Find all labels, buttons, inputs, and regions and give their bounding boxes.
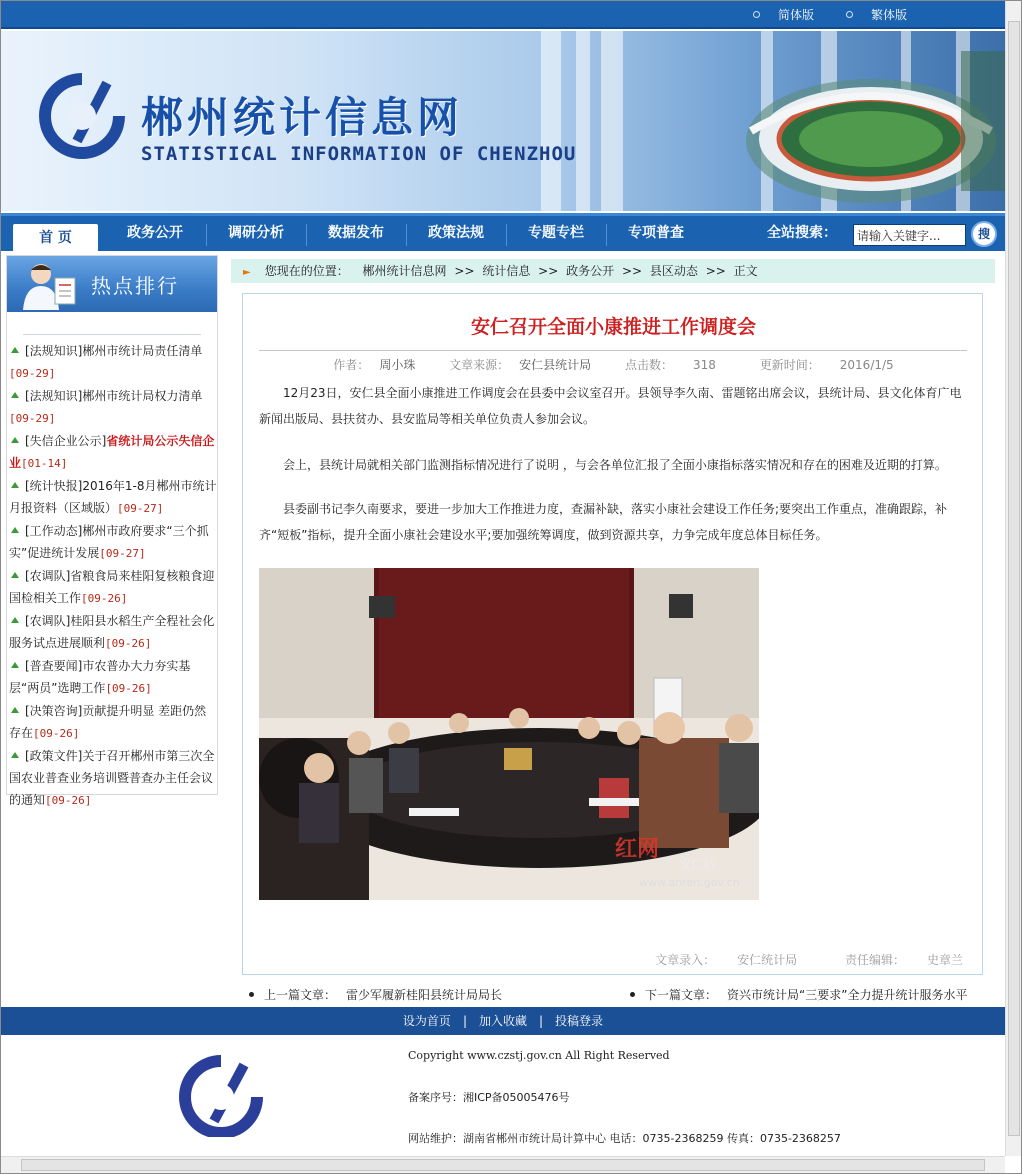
site-logo-icon [37, 71, 127, 161]
breadcrumb: ► 您现在的位置： 郴州统计信息网 >> 统计信息 >> 政务公开 >> 县区动态 >> 正文 [231, 259, 995, 283]
breadcrumb-item[interactable]: 郴州统计信息网 [362, 264, 447, 278]
triangle-bullet-icon [11, 617, 19, 623]
submit-login-link[interactable]: 投稿登录 [555, 1014, 604, 1028]
hot-ranking-panel [6, 255, 218, 807]
article-title: 安仁召开全面小康推进工作调度会 [470, 316, 756, 338]
photo-url: www.anren.gov.cn [639, 876, 740, 889]
hot-ranking-header [7, 256, 217, 312]
set-homepage-link[interactable]: 设为首页 [402, 1014, 451, 1028]
breadcrumb-item[interactable]: 政务公开 [566, 264, 615, 278]
nav-research[interactable]: 调研分析 [228, 225, 284, 241]
simplified-link[interactable] [753, 6, 814, 23]
breadcrumb-item[interactable]: 统计信息 [482, 264, 531, 278]
photo-watermark: 红网 [615, 837, 660, 862]
hot-item[interactable]: [法规知识]郴州市统计局权力清单 [09-29] [9, 389, 203, 425]
nav-policy[interactable]: 政策法规 [428, 225, 484, 241]
hot-item[interactable]: [农调队]桂阳县水稻生产全程社会化服务试点进展顺利[09-26] [9, 614, 215, 650]
bullet-icon [630, 992, 635, 997]
triangle-bullet-icon [11, 482, 19, 488]
search-label: 全站搜索： [767, 225, 837, 241]
triangle-bullet-icon [11, 572, 19, 578]
hot-item[interactable]: [统计快报]2016年1-8月郴州市统计月报资料（区域版）[09-27] [9, 479, 217, 515]
horizontal-scrollbar[interactable] [1, 1156, 1005, 1173]
next-article[interactable]: 下一篇文章： 资兴市统计局“三要求”全力提升统计服务水平 [630, 986, 967, 1003]
triangle-bullet-icon [11, 437, 19, 443]
update-time: 2016/1/5 [839, 358, 894, 372]
circle-bullet-icon [846, 11, 853, 18]
hot-item[interactable]: [法规知识]郴州市统计局责任清单 [09-29] [9, 344, 203, 380]
meeting-photo-image [259, 568, 759, 900]
article-paragraph: 12月23日，安仁县全面小康推进工作调度会在县委中会议室召开。县领导李久南、雷题铭出席会议，县统计局、县文化体育广电新闻出版局、县扶贫办、县安监局等相关单位负责人参加会议。 [259, 386, 962, 426]
simplified-label: 简体版 [778, 8, 815, 22]
article-box [242, 293, 983, 975]
hot-item[interactable]: [失信企业公示]省统计局公示失信企业[01-14] [9, 434, 215, 470]
footer-logo-icon [176, 1055, 266, 1137]
hot-item[interactable]: [工作动态]郴州市政府要求“三个抓实”促进统计发展[09-27] [9, 524, 209, 560]
hot-item[interactable]: [决策咨询]贡献提升明显 差距仍然存在[09-26] [9, 704, 207, 740]
breadcrumb-current: 正文 [733, 264, 758, 278]
doctor-avatar-icon [19, 260, 81, 310]
source: 安仁县统计局 [519, 358, 592, 372]
site-title: 郴州统计信息网 [141, 93, 464, 142]
triangle-bullet-icon [11, 347, 19, 353]
entry-by: 安仁统计局 [737, 953, 798, 967]
nav-home[interactable]: 首 页 [13, 224, 98, 254]
nav-census[interactable]: 专项普查 [628, 225, 684, 241]
hot-ranking-list [9, 340, 217, 812]
circle-bullet-icon [753, 11, 760, 18]
copyright: Copyright www.czstj.gov.cn All Right Reserved [408, 1049, 670, 1062]
next-article-link[interactable]: 资兴市统计局“三要求”全力提升统计服务水平 [727, 988, 968, 1002]
site-subtitle: STATISTICAL INFORMATION OF CHENZHOU [141, 143, 577, 165]
site-footer [1, 1035, 1005, 1157]
article-paragraph: 会上，县统计局就相关部门监测指标情况进行了说明 ，与会各单位汇报了全面小康指标落实情况和存在的困难及近期的打算。 [283, 458, 947, 472]
maintainer-info: 网站维护：湖南省郴州市统计局计算中心 电话：0735-2368259 传真：0735-2368257 [408, 1132, 841, 1145]
prev-article[interactable]: 上一篇文章： 雷少军履新桂阳县统计局局长 [249, 986, 502, 1003]
triangle-bullet-icon [11, 527, 19, 533]
triangle-bullet-icon [11, 752, 19, 758]
nav-data-release[interactable]: 数据发布 [328, 225, 384, 241]
breadcrumb-item[interactable]: 县区动态 [649, 264, 698, 278]
article-footer: 文章录入： 安仁统计局 责任编辑： 史章兰 [655, 953, 963, 967]
article-meta: 作者： 周小珠 文章来源： 安仁县统计局 点击数： 318 更新时间： 2016/1/5 [333, 358, 894, 372]
search-input[interactable] [853, 224, 966, 246]
stadium-image [641, 31, 1005, 211]
triangle-bullet-icon [11, 392, 19, 398]
hot-ranking-title: 热点排行 [91, 274, 179, 298]
icp-number: 备案序号：湘ICP备05005476号 [408, 1091, 570, 1104]
hot-item[interactable]: [农调队]省粮食局来桂阳复核粮食迎国检相关工作[09-26] [9, 569, 215, 605]
vertical-scroll-thumb[interactable] [1008, 21, 1020, 1136]
search-button[interactable]: 搜 [971, 221, 997, 247]
horizontal-scroll-thumb[interactable] [21, 1159, 985, 1171]
traditional-link[interactable] [846, 6, 907, 23]
triangle-bullet-icon [11, 662, 19, 668]
nav-topics[interactable]: 专题专栏 [528, 225, 584, 241]
editor: 史章兰 [926, 953, 963, 967]
hot-item[interactable]: [普查要闻]市农普办大力夯实基层“两员”选聘工作[09-26] [9, 659, 191, 695]
nav-gov-affairs[interactable]: 政务公开 [127, 225, 183, 241]
meeting-photo [259, 568, 759, 900]
article-paragraph: 县委副书记李久南要求，要进一步加大工作推进力度，查漏补缺，落实小康社会建设工作任务;要突出工作重点，准确跟踪，补齐“短板”指标，提升全面小康社会建设水平;要加强统筹调度，做到资源共享，力争完成年度总体目标任务。 [259, 502, 948, 542]
vertical-scrollbar[interactable] [1005, 1, 1022, 1156]
arrow-icon: ► [243, 267, 251, 278]
triangle-bullet-icon [11, 707, 19, 713]
banner [1, 31, 1005, 211]
hot-item[interactable]: [政策文件]关于召开郴州市第三次全国农业普查业务培训暨普查办主任会议的通知[09-26] [9, 749, 215, 807]
traditional-label: 繁体版 [871, 8, 908, 22]
footer-links: 设为首页 | 加入收藏 | 投稿登录 [1, 1007, 1005, 1035]
photo-station: 安仁站 [679, 857, 716, 871]
author: 周小珠 [379, 358, 416, 372]
breadcrumb-label: 您现在的位置： [264, 264, 349, 278]
hit-count: 318 [693, 358, 716, 372]
main-nav [1, 213, 1005, 251]
prev-article-link[interactable]: 雷少军履新桂阳县统计局局长 [346, 988, 503, 1002]
bullet-icon [249, 992, 254, 997]
add-favorite-link[interactable]: 加入收藏 [478, 1014, 527, 1028]
top-bar [1, 1, 1005, 29]
